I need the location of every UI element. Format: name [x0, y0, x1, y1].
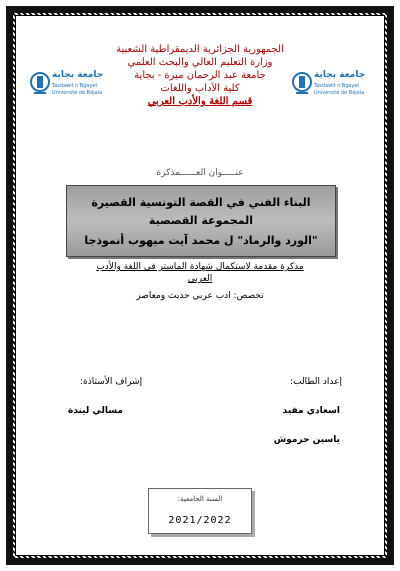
- title-line-2: المجموعة القصصية: [148, 214, 254, 227]
- header-department: قسم اللغة والأدب العربي: [147, 96, 253, 107]
- header-republic: الجمهورية الجزائرية الديمقراطية الشعبية: [116, 44, 284, 55]
- memo-line-2: العربي: [187, 274, 213, 284]
- university-emblem-icon: [292, 70, 312, 100]
- header-faculty: كلية الآداب واللغات: [160, 83, 240, 94]
- academic-year-value: 2021/2022: [168, 515, 232, 526]
- title-heading-label: عنـــــوان العــــــمذكرة: [156, 168, 244, 178]
- university-emblem-icon: [30, 70, 50, 100]
- students-label: إعداد الطالب:: [290, 377, 342, 387]
- student-name-1: اسعادي مفيد: [282, 406, 340, 416]
- logo-name-latin-1: Tasdawit n'Bgayet: [52, 83, 98, 89]
- supervisor-name: مسالي ليندة: [68, 406, 123, 416]
- title-line-3: "الورد والرماد" ل محمد آيت ميهوب أنموذجا: [84, 234, 318, 247]
- supervisor-label: إشراف الأستاذة:: [80, 377, 143, 387]
- specialty-text: تخصص: ادب عربي حديث ومعاصر: [136, 291, 264, 301]
- header-university: جامعة عبد الرحمان ميرة - بجاية: [134, 70, 266, 81]
- logo-name-latin-2: Université de Béjaïa: [52, 90, 103, 96]
- title-box: [66, 185, 336, 257]
- header-ministry: وزارة التعليم العالي والبحث العلمي: [127, 57, 273, 68]
- academic-year-label: السنة الجامعية:: [177, 495, 223, 503]
- logo-name-ar: جامعة بجاية: [314, 70, 366, 80]
- university-logo-right: [292, 70, 366, 104]
- academic-year-box: [148, 488, 252, 534]
- student-name-2: ياسين حرموش: [273, 435, 340, 445]
- memo-line-1: مذكرة مقدمة لاستكمال شهادة الماستر في اللغة والأدب: [96, 262, 304, 272]
- university-logo-left: [30, 70, 104, 104]
- title-line-1: البناء الفني في القصة التونسية القصيرة: [91, 196, 311, 209]
- logo-name-ar: جامعة بجاية: [52, 70, 104, 80]
- logo-name-latin-1: Tasdawit n'Bgayet: [314, 83, 360, 89]
- logo-name-latin-2: Université de Béjaïa: [314, 90, 365, 96]
